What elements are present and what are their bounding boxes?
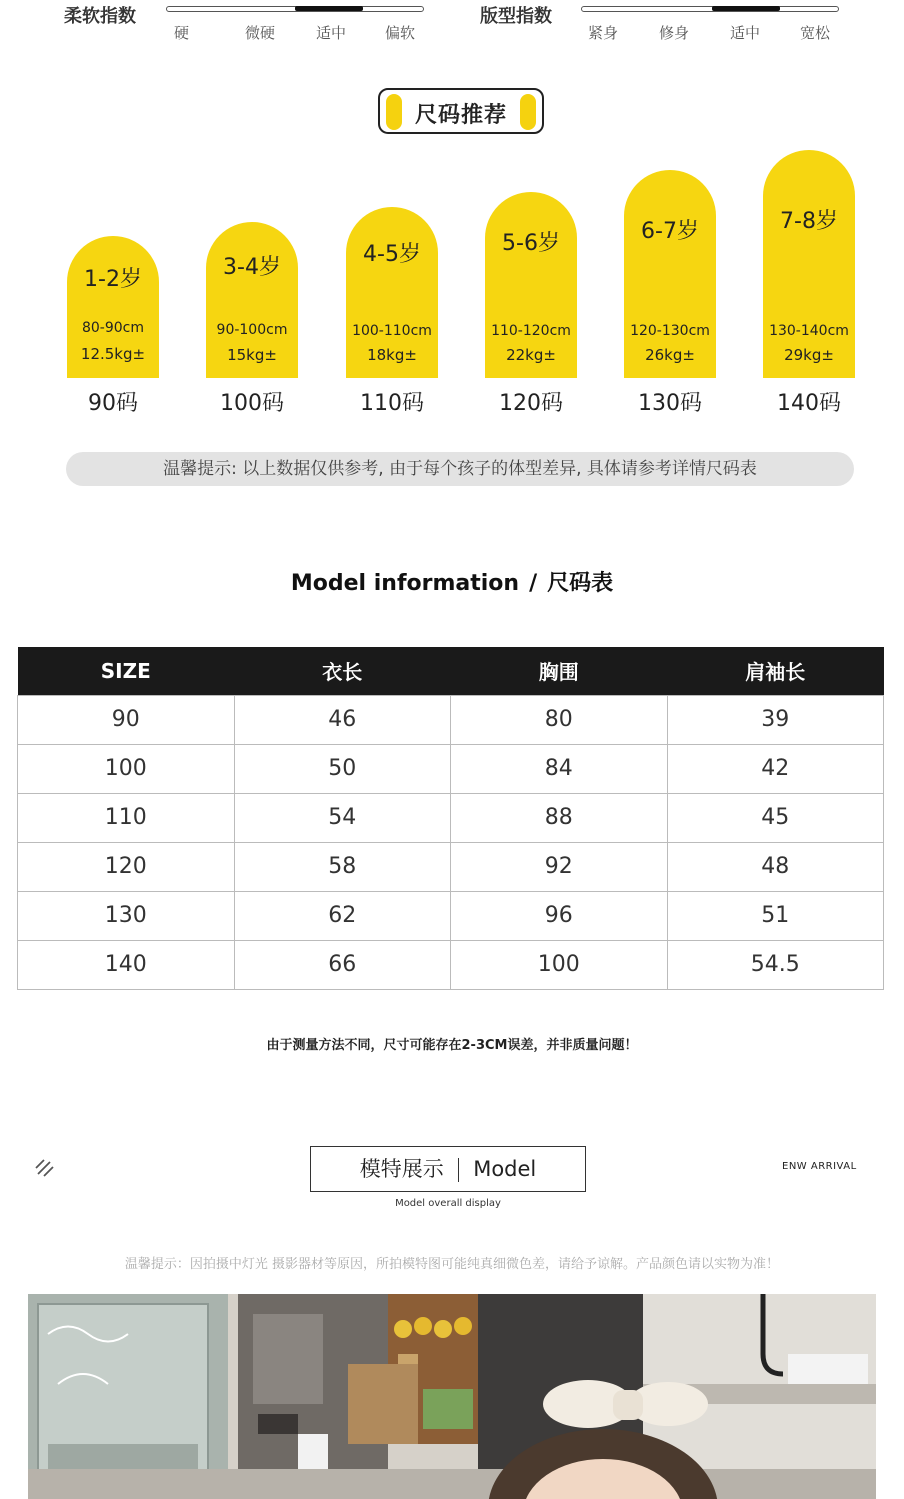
size-label-90: 90码 [88,391,138,416]
softness-label-hard: 硬 [174,24,190,42]
model-photo-illustration [28,1294,876,1499]
size-pillar-130 [624,170,716,378]
size-chart-title-separator: / [529,571,538,596]
size-label-130: 130码 [638,391,702,416]
pillar-height: 120-130cm [630,323,710,339]
size-pillar-140 [763,150,855,378]
pillar-weight: 26kg± [645,346,695,364]
size-label-100: 100码 [220,391,284,416]
softness-label-soft: 偏软 [385,24,416,42]
model-subtitle: Model overall display [395,1198,501,1209]
photo-color-tip: 温馨提示：因拍摄中灯光 摄影器材等原因，所拍模特图可能纯真细微色差，请给予谅解。产品颜色请以实物为准！ [124,1257,780,1272]
size-pillar-120 [485,192,577,378]
cell-chest: 88 [451,793,668,842]
cell-chest: 92 [451,842,668,891]
cell-size: 130 [18,891,235,940]
cell-size: 100 [18,744,235,793]
pillar-height: 100-110cm [352,323,432,339]
cell-chest: 84 [451,744,668,793]
size-label-110: 110码 [360,391,424,416]
cell-size: 110 [18,793,235,842]
softness-label-slightly-hard: 微硬 [245,24,276,42]
cell-shoulder-sleeve: 42 [667,744,884,793]
cell-length: 50 [234,744,451,793]
pillar-weight: 18kg± [367,346,417,364]
table-row [18,695,884,744]
cell-shoulder-sleeve: 51 [667,891,884,940]
pillar-weight: 29kg± [784,346,834,364]
cell-length: 66 [234,940,451,989]
cell-length: 58 [234,842,451,891]
fit-index-track [581,6,839,12]
measurement-note: 由于测量方法不同，尺寸可能存在2-3CM误差，并非质量问题！ [266,1038,638,1053]
double-slash-icon [34,1156,56,1178]
table-row [18,891,884,940]
size-recommend-tip: 温馨提示: 以上数据仅供参考, 由于每个孩子的体型差异, 具体请参考详情尺码表 [66,452,854,486]
header-size: SIZE [18,647,235,695]
arrival-tag: ENW ARRIVAL [782,1161,857,1172]
size-chart-title [0,566,904,597]
fit-label-regular: 适中 [730,24,761,42]
pillar-weight: 12.5kg± [80,345,146,363]
cell-shoulder-sleeve: 48 [667,842,884,891]
size-pillar-100 [206,222,298,378]
pillar-weight: 22kg± [506,346,556,364]
table-header-row [18,647,884,695]
pillar-age: 6-7岁 [641,219,699,244]
pillar-height: 90-100cm [216,322,288,338]
cell-chest: 80 [451,695,668,744]
cell-shoulder-sleeve: 54.5 [667,940,884,989]
pillar-age: 4-5岁 [363,242,421,267]
model-title-cn: 模特展示 [359,1157,444,1181]
fit-label-loose: 宽松 [800,24,831,42]
size-recommend-title: 尺码推荐 [414,103,507,128]
fit-label-tight: 紧身 [588,24,619,42]
size-recommend-badge [378,88,544,134]
table-row [18,793,884,842]
pillar-height: 130-140cm [769,323,849,339]
cell-chest: 100 [451,940,668,989]
size-chart-table [17,647,884,990]
header-shoulder-sleeve: 肩袖长 [667,647,884,695]
fit-index-title: 版型指数 [480,6,552,27]
table-row [18,940,884,989]
size-label-140: 140码 [777,391,841,416]
cell-size: 120 [18,842,235,891]
cell-size: 140 [18,940,235,989]
cell-shoulder-sleeve: 39 [667,695,884,744]
softness-index-marker [295,6,363,11]
pillar-age: 1-2岁 [84,267,142,292]
cell-length: 62 [234,891,451,940]
cell-length: 54 [234,793,451,842]
table-row [18,744,884,793]
softness-index-title: 柔软指数 [64,6,136,27]
cell-shoulder-sleeve: 45 [667,793,884,842]
softness-label-medium: 适中 [316,24,347,42]
cell-size: 90 [18,695,235,744]
size-chart-title-en: Model information [290,571,520,596]
cell-chest: 96 [451,891,668,940]
model-photo [28,1294,876,1499]
softness-index-track [166,6,424,12]
size-pillar-110 [346,207,438,378]
pillar-age: 7-8岁 [780,209,838,234]
pillar-height: 80-90cm [81,320,144,336]
pillar-age: 3-4岁 [223,255,281,280]
size-pillar-90 [67,236,159,378]
model-display-title [310,1146,586,1192]
model-title-en: Model [473,1157,537,1181]
header-chest: 胸围 [451,647,668,695]
cell-length: 46 [234,695,451,744]
pillar-height: 110-120cm [491,323,571,339]
size-label-120: 120码 [499,391,563,416]
table-row [18,842,884,891]
pillar-weight: 15kg± [227,346,277,364]
size-chart-title-cn: 尺码表 [547,571,614,596]
pillar-age: 5-6岁 [502,231,560,256]
fit-index-marker [712,6,780,11]
header-length: 衣长 [234,647,451,695]
fit-label-slim: 修身 [659,24,690,42]
